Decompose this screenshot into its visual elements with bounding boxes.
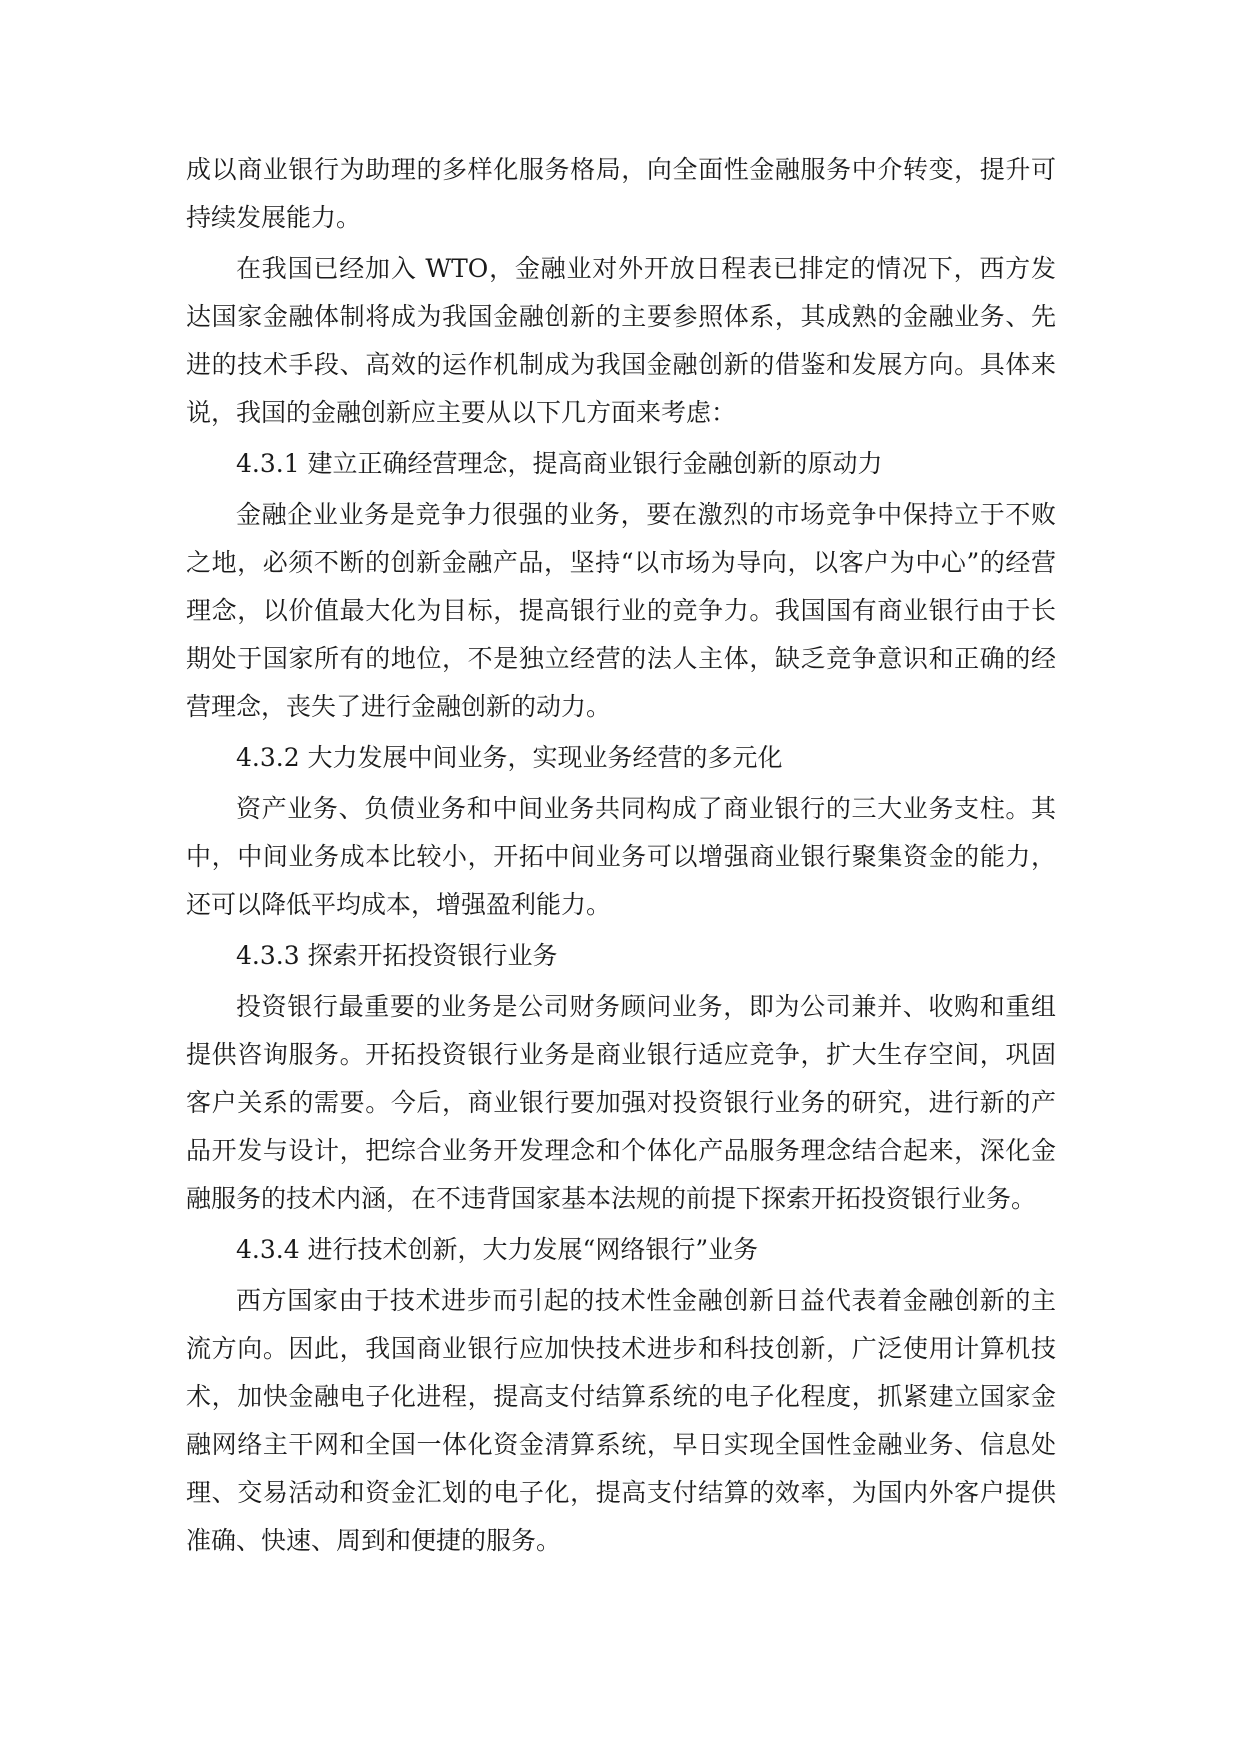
- body-paragraph: 金融企业业务是竞争力很强的业务，要在激烈的市场竞争中保持立于不败之地，必须不断的创新金融产品，坚持“以市场为导向，以客户为中心”的经营理念，以价值最大化为目标，提高银行业的竞争力。我国国有商业银行由于长期处于国家所有的地位，不是独立经营的法人主体，缺乏竞争意识和正确的经营理念，丧失了进行金融创新的动力。: [186, 500, 1056, 721]
- section-heading: 4.3.4 进行技术创新，大力发展“网络银行”业务: [236, 1235, 759, 1264]
- body-paragraph: 投资银行最重要的业务是公司财务顾问业务，即为公司兼并、收购和重组提供咨询服务。开拓投资银行业务是商业银行适应竞争，扩大生存空间，巩固客户关系的需要。今后，商业银行要加强对投资银行业务的研究，进行新的产品开发与设计，把综合业务开发理念和个体化产品服务理念结合起来，深化金融服务的技术内涵，在不违背国家基本法规的前提下探索开拓投资银行业务。: [186, 992, 1056, 1213]
- section-heading: 4.3.3 探索开拓投资银行业务: [236, 941, 558, 970]
- body-paragraph: 资产业务、负债业务和中间业务共同构成了商业银行的三大业务支柱。其中，中间业务成本比较小，开拓中间业务可以增强商业银行聚集资金的能力，还可以降低平均成本，增强盈利能力。: [186, 794, 1056, 919]
- body-paragraph: 西方国家由于技术进步而引起的技术性金融创新日益代表着金融创新的主流方向。因此，我国商业银行应加快技术进步和科技创新，广泛使用计算机技术，加快金融电子化进程，提高支付结算系统的电子化程度，抓紧建立国家金融网络主干网和全国一体化资金清算系统，早日实现全国性金融业务、信息处理、交易活动和资金汇划的电子化，提高支付结算的效率，为国内外客户提供准确、快速、周到和便捷的服务。: [186, 1286, 1056, 1555]
- body-paragraph: 在我国已经加入 WTO，金融业对外开放日程表已排定的情况下，西方发达国家金融体制将成为我国金融创新的主要参照体系，其成熟的金融业务、先进的技术手段、高效的运作机制成为我国金融创新的借鉴和发展方向。具体来说，我国的金融创新应主要从以下几方面来考虑：: [186, 254, 1056, 427]
- section-heading: 4.3.1 建立正确经营理念，提高商业银行金融创新的原动力: [236, 449, 883, 478]
- document-body: [186, 146, 1056, 1568]
- section-heading: 4.3.2 大力发展中间业务，实现业务经营的多元化: [236, 743, 783, 772]
- body-paragraph: 成以商业银行为助理的多样化服务格局，向全面性金融服务中介转变，提升可持续发展能力。: [186, 155, 1056, 232]
